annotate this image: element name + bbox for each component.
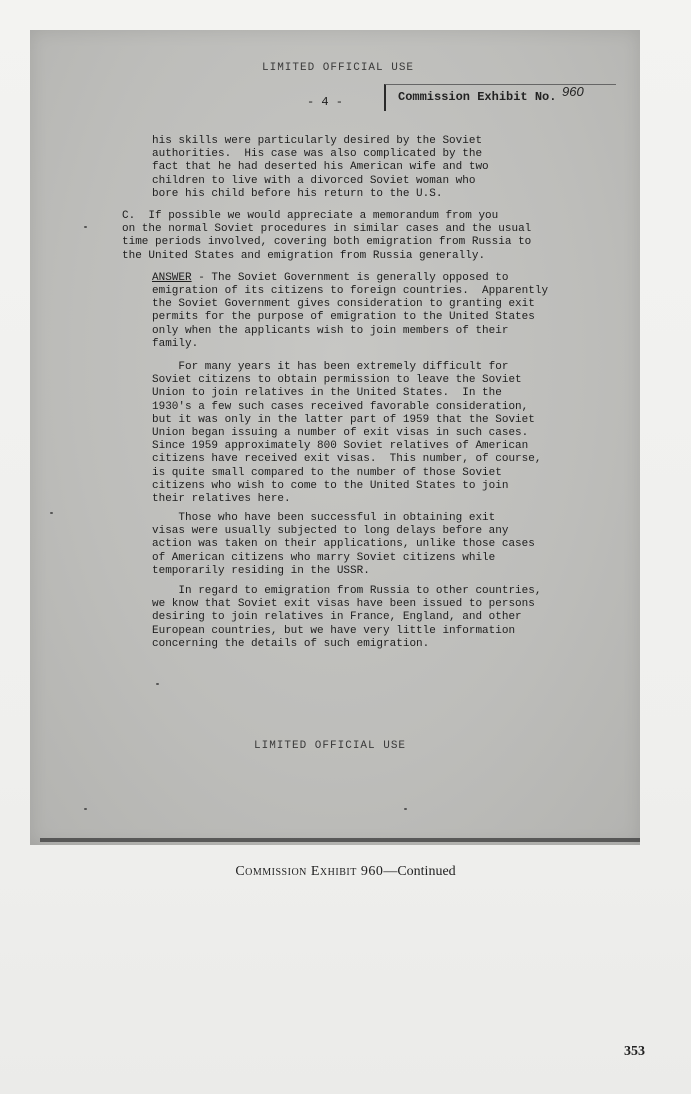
exhibit-stamp-label: Commission Exhibit No.	[398, 90, 557, 104]
page-number: - 4 -	[307, 95, 344, 109]
paragraph-many-years: For many years it has been extremely difficult for Soviet citizens to obtain permission to leave the Soviet Union to join relatives in the United States. In the 1930's a few such cases received favorable consideration, but it was only in the latter part of 1959 that the Soviet Union began issuing a number of exit visas in such cases. Since 1959 approximately 800 Soviet relatives of American citizens have received exit visas. This number, of course, is quite small compared to the number of those Soviet citizens who wish to come to the United States to join their relatives here.	[152, 361, 542, 506]
answer-body: emigration of its citizens to foreign countries. Apparently the Soviet Government gives consideration to granting exit permits for the purpose of emigration to the United States only when the applicants wish to join members of their family.	[152, 285, 549, 350]
paragraph-successful: Those who have been successful in obtaining exit visas were usually subjected to long delays before any action was taken on their applications, unlike those cases of American citizens who marry Soviet citizens while temporarily residing in the USSR.	[152, 512, 535, 577]
speck	[84, 226, 87, 228]
caption-suffix: —Continued	[383, 864, 456, 879]
answer-first-line	[152, 272, 508, 285]
exhibit-caption	[0, 864, 691, 880]
page-folio: 353	[624, 1044, 645, 1059]
classification-bottom: LIMITED OFFICIAL USE	[254, 740, 407, 752]
paragraph-c: C. If possible we would appreciate a memorandum from you on the normal Soviet procedures in similar cases and the usual time periods involved, covering both emigration from Russia to the United States and emigration from Russia generally.	[122, 210, 532, 262]
speck	[84, 808, 87, 810]
speck	[50, 512, 53, 514]
speck	[404, 808, 407, 810]
answer-text-first: - The Soviet Government is generally opposed to	[191, 272, 509, 284]
exhibit-number: 960	[562, 84, 584, 99]
paragraph-skills: his skills were particularly desired by the Soviet authorities. His case was also complicated by the fact that he had deserted his American wife and two children to live with a divorced Soviet woman who bore his child before his return to the U.S.	[152, 135, 489, 200]
photo-edge	[40, 838, 640, 842]
classification-top: LIMITED OFFICIAL USE	[262, 62, 415, 74]
answer-label: ANSWER	[152, 272, 192, 284]
caption-label: Commission Exhibit 960	[235, 864, 384, 879]
paragraph-regard: In regard to emigration from Russia to other countries, we know that Soviet exit visas have been issued to persons desiring to join relatives in France, England, and other European countries, but we have very little information concerning the details of such emigration.	[152, 585, 542, 650]
speck	[156, 683, 159, 685]
